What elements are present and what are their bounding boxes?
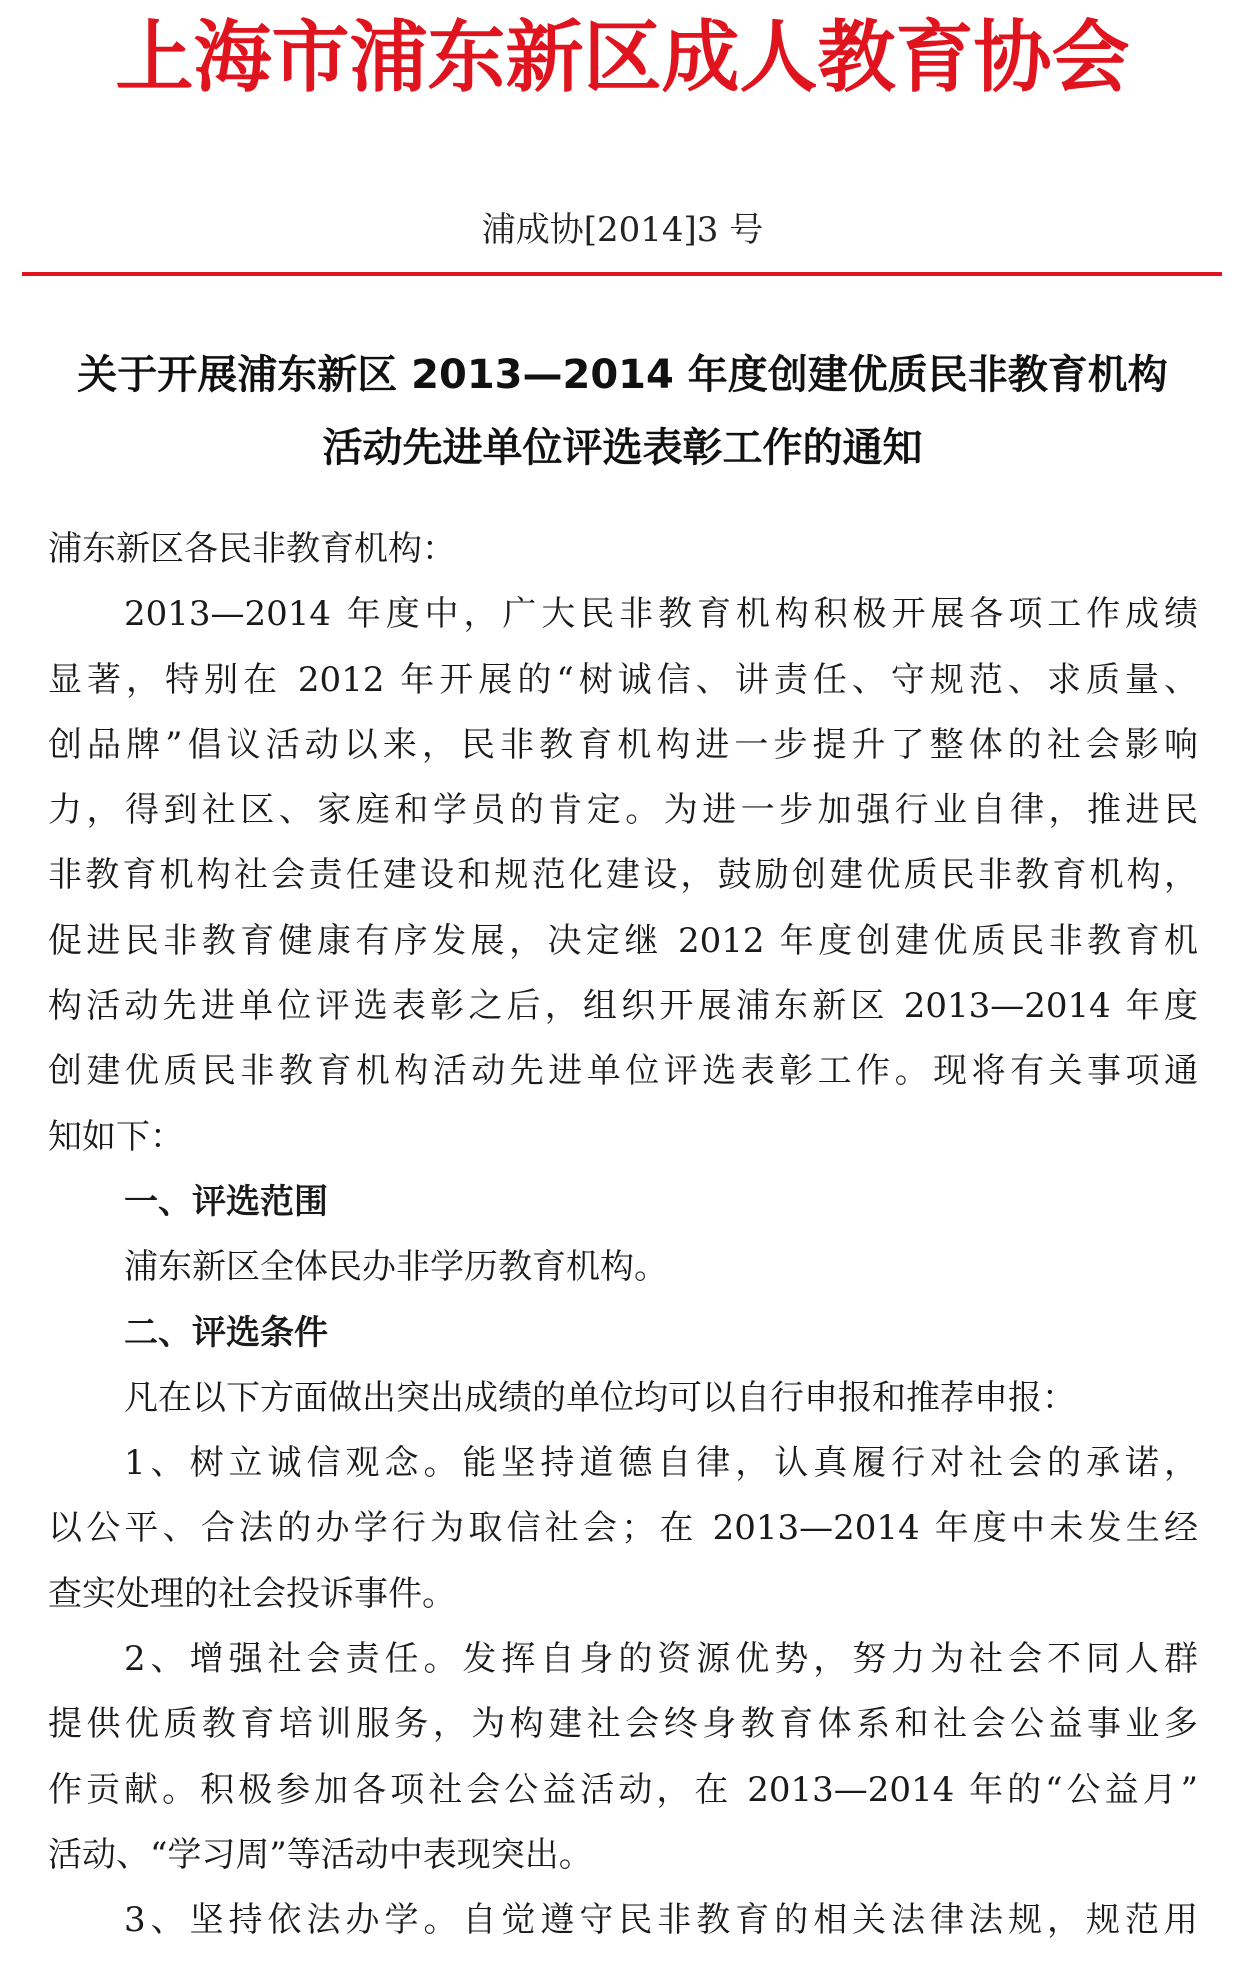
body-line: 促进民非教育健康有序发展，决定继 2012 年度创建优质民非教育机 xyxy=(48,920,1198,961)
body-line: 显著，特别在 2012 年开展的“树诚信、讲责任、守规范、求质量、 xyxy=(48,659,1198,700)
criteria-item-2-line: 提供优质教育培训服务，为构建社会终身教育体系和社会公益事业多 xyxy=(48,1704,1198,1745)
red-header-rule xyxy=(22,272,1222,276)
document-title-line-1: 关于开展浦东新区 2013—2014 年度创建优质民非教育机构 xyxy=(77,352,1168,398)
body-line: 2013—2014 年度中，广大民非教育机构积极开展各项工作成绩 xyxy=(124,594,1198,635)
document-number: 浦成协[2014]3 号 xyxy=(481,210,764,250)
body-line: 非教育机构社会责任建设和规范化建设，鼓励创建优质民非教育机构， xyxy=(48,855,1198,896)
criteria-item-2-line: 活动、“学习周”等活动中表现突出。 xyxy=(48,1834,593,1875)
organization-header: 上海市浦东新区成人教育协会 xyxy=(115,13,1130,103)
criteria-item-1-line: 1、树立诚信观念。能坚持道德自律，认真履行对社会的承诺， xyxy=(124,1443,1198,1484)
criteria-item-1-line: 以公平、合法的办学行为取信社会；在 2013—2014 年度中未发生经 xyxy=(48,1508,1198,1549)
document-title-line-2: 活动先进单位评选表彰工作的通知 xyxy=(322,425,923,471)
body-line: 力，得到社区、家庭和学员的肯定。为进一步加强行业自律，推进民 xyxy=(48,790,1198,831)
criteria-item-2-line: 2、增强社会责任。发挥自身的资源优势，努力为社会不同人群 xyxy=(124,1639,1198,1680)
section-text-scope: 浦东新区全体民办非学历教育机构。 xyxy=(124,1247,668,1288)
body-line: 构活动先进单位评选表彰之后，组织开展浦东新区 2013—2014 年度 xyxy=(48,986,1198,1027)
body-line: 知如下： xyxy=(48,1116,184,1157)
section-heading-scope: 一、评选范围 xyxy=(124,1181,328,1222)
criteria-item-1-line: 查实处理的社会投诉事件。 xyxy=(48,1573,456,1614)
criteria-item-3-line: 3、坚持依法办学。自觉遵守民非教育的相关法律法规，规范用 xyxy=(124,1900,1198,1941)
section-intro-criteria: 凡在以下方面做出突出成绩的单位均可以自行申报和推荐申报： xyxy=(124,1377,1076,1418)
body-line: 创品牌”倡议活动以来，民非教育机构进一步提升了整体的社会影响 xyxy=(48,724,1198,765)
body-line: 创建优质民非教育机构活动先进单位评选表彰工作。现将有关事项通 xyxy=(48,1051,1198,1092)
criteria-item-2-line: 作贡献。积极参加各项社会公益活动，在 2013—2014 年的“公益月” xyxy=(48,1769,1198,1810)
document-body xyxy=(48,517,1198,1954)
section-heading-criteria: 二、评选条件 xyxy=(124,1312,328,1353)
salutation: 浦东新区各民非教育机构： xyxy=(48,529,456,569)
